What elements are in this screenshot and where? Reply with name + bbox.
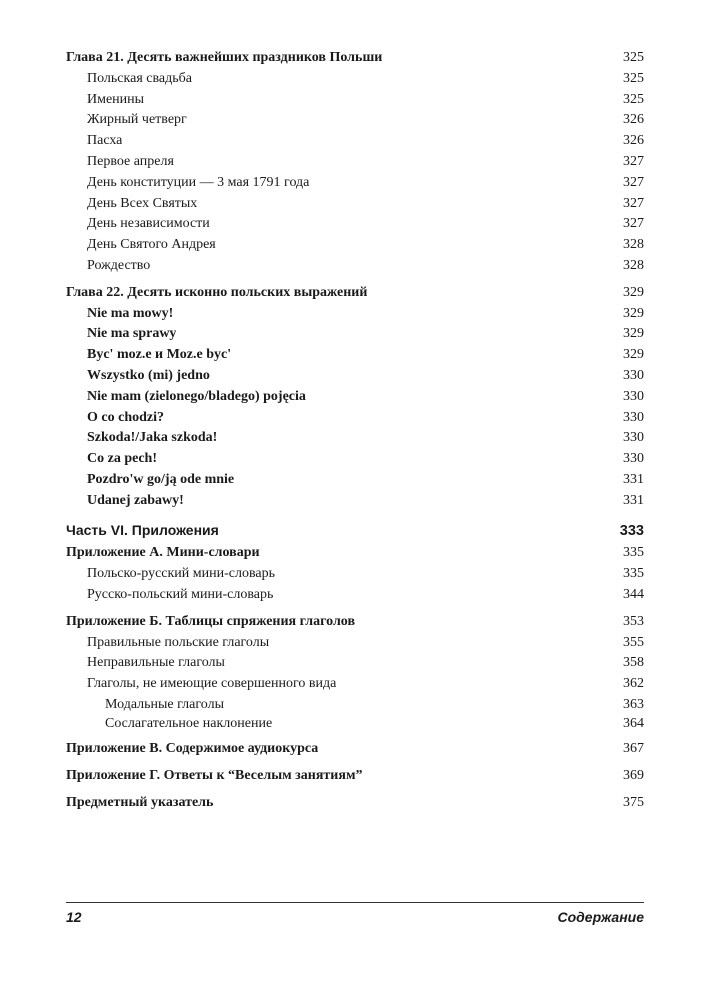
toc-entry[interactable] bbox=[66, 408, 644, 429]
toc-entry-page: 326 bbox=[623, 112, 644, 128]
toc-entry-page: 329 bbox=[623, 326, 644, 342]
toc-entry[interactable] bbox=[66, 235, 644, 256]
toc-entry-title: День Святого Андрея bbox=[87, 237, 216, 253]
footer-page-number: 12 bbox=[66, 909, 82, 925]
toc-index[interactable] bbox=[66, 793, 644, 814]
toc-entry-page: 375 bbox=[623, 794, 644, 810]
toc-entry-title: Модальные глаголы bbox=[105, 696, 224, 712]
toc-entry-title: Wszystko (mi) jedno bbox=[87, 367, 210, 383]
toc-entry[interactable] bbox=[66, 152, 644, 173]
toc-appendix-a[interactable] bbox=[66, 543, 644, 564]
toc-entry-title: O co chodzi? bbox=[87, 409, 164, 425]
toc-entry-title: Приложение Г. Ответы к “Веселым занятиям” bbox=[66, 767, 363, 783]
toc-entry-title: Сослагательное наклонение bbox=[105, 715, 273, 731]
toc-entry-title: Русско-польский мини-словарь bbox=[87, 586, 274, 602]
toc-entry-title: Жирный четверг bbox=[87, 112, 187, 128]
toc-entry-title: Szkoda!/Jaka szkoda! bbox=[87, 430, 218, 446]
toc-entry-page: 329 bbox=[623, 347, 644, 363]
table-of-contents bbox=[66, 48, 644, 813]
toc-entry-page: 326 bbox=[623, 133, 644, 149]
toc-entry[interactable] bbox=[66, 653, 644, 674]
toc-entry-page: 330 bbox=[623, 430, 644, 446]
toc-entry-title: Приложение В. Содержимое аудиокурса bbox=[66, 740, 319, 756]
toc-entry-title: Правильные польские глаголы bbox=[87, 634, 270, 650]
toc-subentry[interactable] bbox=[66, 695, 644, 714]
toc-entry-page: 335 bbox=[623, 566, 644, 582]
toc-entry[interactable] bbox=[66, 428, 644, 449]
footer-divider bbox=[66, 902, 644, 903]
toc-entry-title: Именины bbox=[87, 91, 145, 107]
toc-entry-title: Co za pech! bbox=[87, 451, 157, 467]
toc-entry-page: 362 bbox=[623, 676, 644, 692]
toc-entry-page: 325 bbox=[623, 70, 644, 86]
toc-entry-title: Pozdro'w go/ją ode mnie bbox=[87, 471, 235, 487]
toc-entry[interactable] bbox=[66, 90, 644, 111]
toc-entry-page: 333 bbox=[619, 522, 644, 539]
toc-entry[interactable] bbox=[66, 69, 644, 90]
toc-entry-page: 328 bbox=[623, 257, 644, 273]
toc-entry-title: Польско-русский мини-словарь bbox=[87, 566, 276, 582]
toc-entry-page: 328 bbox=[623, 237, 644, 253]
toc-entry-page: 325 bbox=[623, 50, 644, 65]
toc-entry-title: Рождество bbox=[87, 257, 151, 273]
toc-entry-page: 358 bbox=[623, 655, 644, 671]
toc-entry-page: 353 bbox=[623, 613, 644, 629]
footer-section-title: Содержание bbox=[557, 909, 644, 925]
toc-entry-title: Приложение А. Мини-словари bbox=[66, 545, 260, 561]
toc-entry-title: Первое апреля bbox=[87, 153, 174, 169]
toc-entry[interactable] bbox=[66, 131, 644, 152]
toc-entry[interactable] bbox=[66, 674, 644, 695]
toc-entry-title: Udanej zabawy! bbox=[87, 492, 184, 508]
toc-entry[interactable] bbox=[66, 110, 644, 131]
toc-entry[interactable] bbox=[66, 304, 644, 325]
toc-entry-title: Глава 22. Десять исконно польских выражений bbox=[66, 284, 368, 300]
toc-entry-title: Польская свадьба bbox=[87, 70, 192, 86]
toc-entry-page: 325 bbox=[623, 91, 644, 107]
toc-entry-page: 335 bbox=[623, 545, 644, 561]
toc-entry[interactable] bbox=[66, 585, 644, 606]
toc-entry-page: 327 bbox=[623, 216, 644, 232]
toc-entry-title: День Всех Святых bbox=[87, 195, 198, 211]
toc-chapter-22[interactable] bbox=[66, 283, 644, 304]
toc-entry-page: 369 bbox=[623, 767, 644, 783]
toc-entry-page: 327 bbox=[623, 174, 644, 190]
toc-entry[interactable] bbox=[66, 470, 644, 491]
toc-entry-page: 329 bbox=[623, 305, 644, 321]
toc-entry-page: 363 bbox=[623, 696, 644, 712]
toc-entry-title: Неправильные глаголы bbox=[87, 655, 225, 671]
toc-entry-page: 330 bbox=[623, 451, 644, 467]
toc-entry-page: 327 bbox=[623, 153, 644, 169]
toc-entry-title: Глава 21. Десять важнейших праздников Польши bbox=[66, 50, 383, 65]
toc-entry-page: 330 bbox=[623, 388, 644, 404]
toc-entry[interactable] bbox=[66, 214, 644, 235]
toc-entry-page: 330 bbox=[623, 409, 644, 425]
toc-entry-page: 355 bbox=[623, 634, 644, 650]
toc-appendix-c[interactable] bbox=[66, 739, 644, 760]
toc-entry[interactable] bbox=[66, 387, 644, 408]
toc-entry[interactable] bbox=[66, 491, 644, 512]
toc-entry-title: День независимости bbox=[87, 216, 210, 232]
toc-entry-page: 364 bbox=[623, 715, 644, 731]
toc-entry[interactable] bbox=[66, 633, 644, 654]
toc-entry[interactable] bbox=[66, 564, 644, 585]
toc-entry-title: Nie ma mowy! bbox=[87, 305, 174, 321]
toc-entry[interactable] bbox=[66, 345, 644, 366]
toc-entry-title: День конституции — 3 мая 1791 года bbox=[87, 174, 310, 190]
toc-entry-title: Часть VI. Приложения bbox=[66, 521, 219, 538]
toc-part-6[interactable] bbox=[66, 520, 644, 541]
toc-chapter-21[interactable] bbox=[66, 48, 644, 69]
toc-entry-page: 329 bbox=[623, 284, 644, 300]
toc-entry[interactable] bbox=[66, 449, 644, 470]
toc-entry-title: Пасха bbox=[87, 133, 123, 149]
toc-entry[interactable] bbox=[66, 256, 644, 277]
toc-entry-title: Предметный указатель bbox=[66, 794, 214, 810]
toc-entry-page: 331 bbox=[623, 492, 644, 508]
toc-entry-page: 331 bbox=[623, 471, 644, 487]
toc-entry-page: 367 bbox=[623, 740, 644, 756]
toc-entry[interactable] bbox=[66, 173, 644, 194]
toc-entry-page: 327 bbox=[623, 195, 644, 211]
toc-entry[interactable] bbox=[66, 194, 644, 215]
toc-entry-title: Nie ma sprawy bbox=[87, 326, 177, 342]
toc-entry-title: Глаголы, не имеющие совершенного вида bbox=[87, 676, 337, 692]
toc-appendix-d[interactable] bbox=[66, 766, 644, 787]
toc-entry[interactable] bbox=[66, 366, 644, 387]
toc-appendix-b[interactable] bbox=[66, 612, 644, 633]
toc-entry-title: Nie mam (zielonego/bladego) pojęcia bbox=[87, 388, 306, 404]
toc-entry-page: 344 bbox=[623, 586, 644, 602]
toc-subentry[interactable] bbox=[66, 714, 644, 733]
toc-entry-title: Приложение Б. Таблицы спряжения глаголов bbox=[66, 613, 356, 629]
toc-entry-title: Byc' moz.e и Moz.e byc' bbox=[87, 347, 232, 363]
toc-entry[interactable] bbox=[66, 324, 644, 345]
toc-entry-page: 330 bbox=[623, 367, 644, 383]
